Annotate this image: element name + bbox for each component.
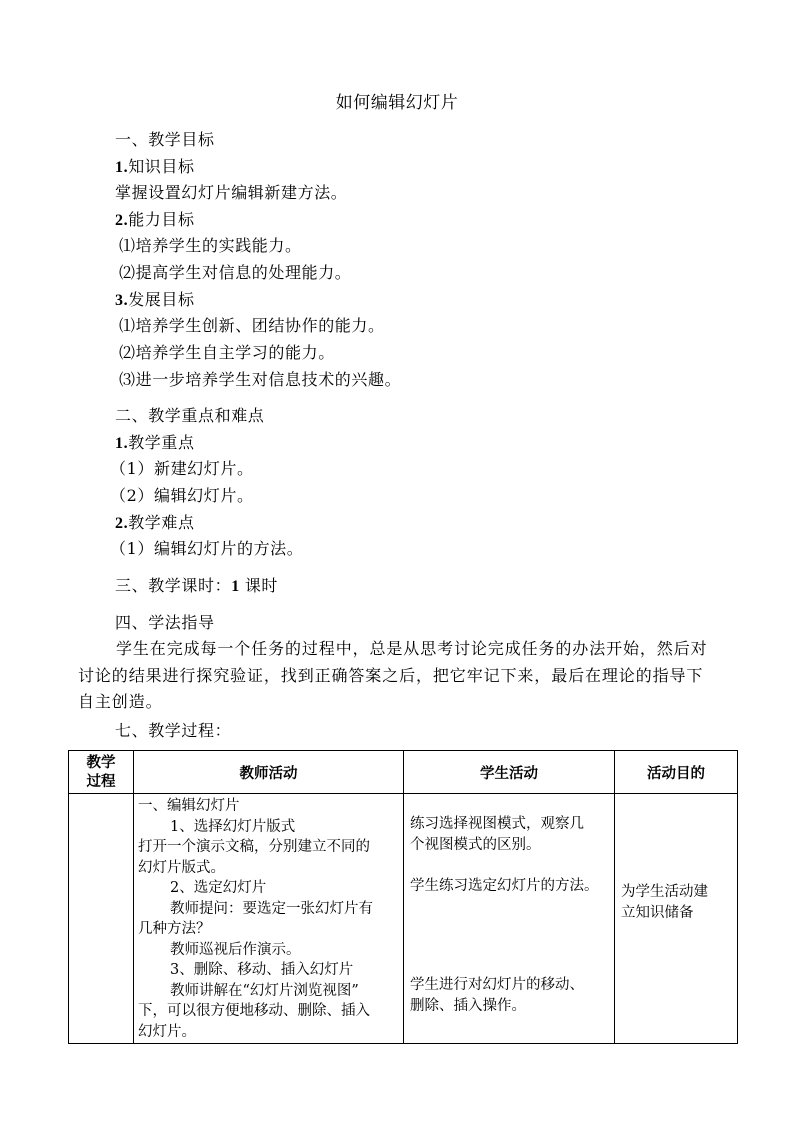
- key-point-item: （1）新建幻灯片。: [110, 459, 254, 478]
- teacher-line: 幻灯片。: [138, 1023, 196, 1040]
- student-activity-cell: [404, 794, 615, 1044]
- teacher-line: 幻灯片版式。: [138, 859, 225, 876]
- table-header-row: [69, 751, 738, 794]
- heading-number: 1.: [115, 159, 129, 176]
- header-process: [69, 751, 134, 794]
- process-cell: [69, 794, 134, 1044]
- key-point-item: （2）编辑幻灯片。: [110, 486, 254, 505]
- teacher-activity-cell: [134, 794, 404, 1044]
- teacher-line: 教师讲解在“幻灯片浏览视图”: [170, 982, 359, 999]
- section-4-heading: 四、学法指导: [115, 613, 215, 632]
- section-2-1-heading: [115, 433, 195, 454]
- knowledge-goal-text: 掌握设置幻灯片编辑新建方法。: [115, 183, 348, 202]
- purpose-line: 为学生活动建: [621, 884, 708, 900]
- teacher-line: 教师巡视后作演示。: [170, 941, 301, 958]
- student-line: 个视图模式的区别。: [410, 837, 541, 853]
- section-3-heading: [115, 576, 278, 597]
- teacher-line: 打开一个演示文稿，分别建立不同的: [138, 839, 370, 855]
- heading-number: 1.: [115, 435, 129, 452]
- section-1-heading: 一、教学目标: [115, 130, 215, 149]
- heading-number: 2.: [115, 515, 129, 532]
- heading-number: 3.: [115, 292, 129, 309]
- class-hours-unit: 课时: [244, 576, 279, 595]
- section-1-1-heading: [115, 157, 195, 178]
- class-hours-number: 1: [231, 578, 240, 595]
- learning-method-paragraph: 学生在完成每一个任务的过程中，总是从思考讨论完成任务的办法开始，然后对讨论的结果进行探究验证，找到正确答案之后，把它牢记下来，最后在理论的指导下自主创造。: [78, 639, 708, 711]
- section-1-2-heading: [115, 210, 195, 231]
- teacher-line: 1、选择幻灯片版式: [170, 818, 296, 835]
- heading-label: 发展目标: [128, 290, 195, 309]
- header-student: 学生活动: [404, 751, 615, 794]
- ability-goal-item: ⑵提高学生对信息的处理能力。: [119, 263, 352, 282]
- section-3-label: 三、教学课时：: [115, 576, 232, 595]
- header-teacher: 教师活动: [134, 751, 404, 794]
- section-2-2-heading: [115, 513, 195, 534]
- difficulty-item: （1）编辑幻灯片的方法。: [110, 539, 304, 558]
- teacher-line: 几种方法？: [138, 921, 211, 937]
- teacher-line: 一、编辑幻灯片: [138, 798, 240, 814]
- heading-label: 教学难点: [128, 513, 195, 532]
- teaching-process-table: [68, 750, 738, 1044]
- section-1-3-heading: [115, 290, 195, 311]
- purpose-cell: [615, 794, 738, 1044]
- teacher-line: 2、选定幻灯片: [170, 880, 267, 896]
- purpose-line: 立知识储备: [621, 905, 694, 921]
- development-goal-item: ⑶进一步培养学生对信息技术的兴趣。: [119, 370, 402, 389]
- section-7-heading: 七、教学过程：: [115, 721, 232, 740]
- development-goal-item: ⑵培养学生自主学习的能力。: [119, 343, 335, 362]
- ability-goal-item: ⑴培养学生的实践能力。: [119, 236, 302, 255]
- heading-label: 知识目标: [128, 157, 195, 176]
- student-line: 练习选择视图模式，观察几: [410, 816, 584, 832]
- teacher-line: 3、删除、移动、插入幻灯片: [170, 962, 354, 978]
- development-goal-item: ⑴培养学生创新、团结协作的能力。: [119, 316, 385, 335]
- teacher-line: 教师提问：要选定一张幻灯片有: [170, 900, 373, 917]
- heading-label: 教学重点: [128, 433, 195, 452]
- header-process-line: 过程: [86, 773, 116, 790]
- heading-number: 2.: [115, 212, 129, 229]
- student-line: 删除、插入操作。: [410, 998, 526, 1014]
- teacher-line: 下，可以很方便地移动、删除、插入: [138, 1003, 370, 1019]
- student-line: 学生进行对幻灯片的移动、: [410, 977, 584, 993]
- student-line: 学生练习选定幻灯片的方法。: [410, 878, 599, 894]
- table-row: [69, 794, 738, 1044]
- header-process-line: 教学: [86, 754, 116, 771]
- page-title: 如何编辑幻灯片: [335, 93, 459, 113]
- header-purpose: 活动目的: [615, 751, 738, 794]
- section-2-heading: 二、教学重点和难点: [115, 406, 265, 425]
- heading-label: 能力目标: [128, 210, 195, 229]
